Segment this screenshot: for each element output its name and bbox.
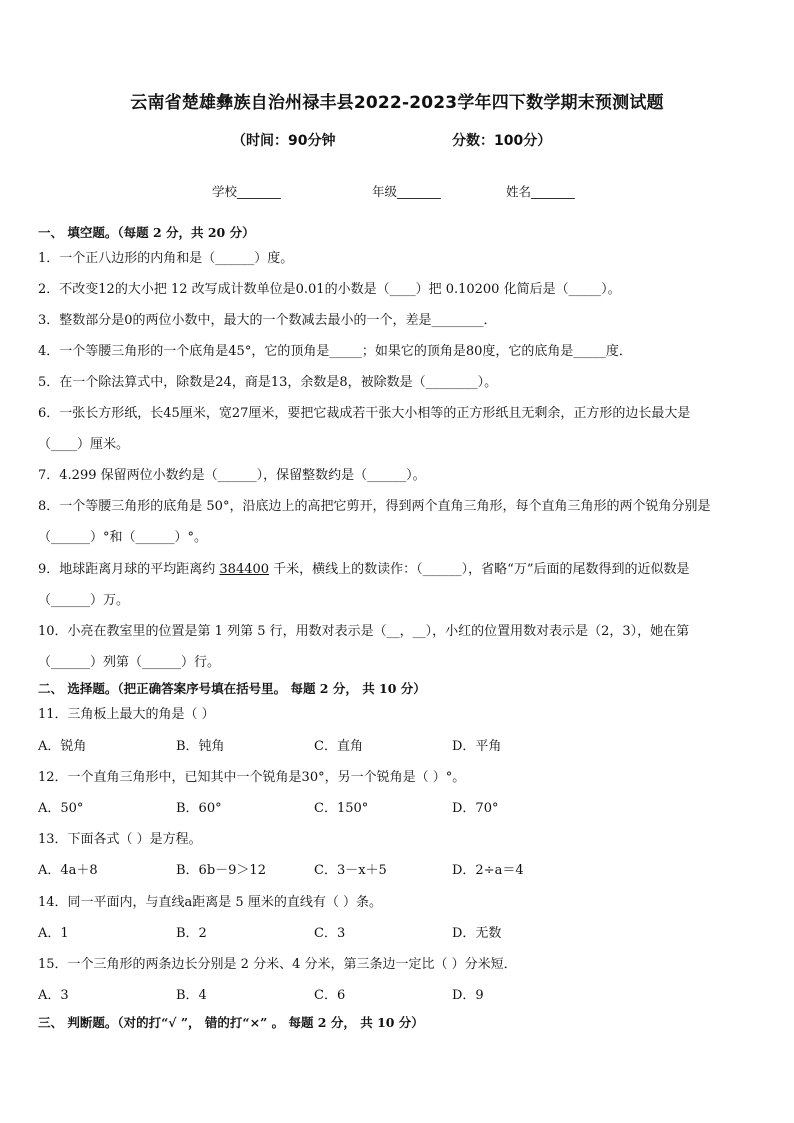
- option-15-c: C．6: [314, 988, 346, 1003]
- option-12-b: B．60°: [176, 801, 222, 816]
- question-6-cont: （____）厘米。: [38, 437, 130, 452]
- question-10: 10．小亮在教室里的位置是第 1 列第 5 行，用数对表示是（__，__），小红的位置用数对表示是（2，3），她在第: [38, 624, 690, 639]
- page-title: 云南省楚雄彝族自治州禄丰县2022-2023学年四下数学期末预测试题: [130, 93, 664, 113]
- option-12-c: C．150°: [314, 801, 369, 816]
- question-3: 3．整数部分是0的两位小数中，最大的一个数减去最小的一个，差是________．: [38, 313, 497, 328]
- exam-time: （时间：90分钟: [232, 133, 336, 149]
- question-11: 11．三角板上最大的角是（ ）: [38, 707, 215, 722]
- exam-meta: [0, 130, 794, 152]
- option-13-c: C．3－x＋5: [314, 863, 387, 878]
- name-field: 姓名_______: [506, 184, 575, 199]
- question-5: 5．在一个除法算式中，除数是24，商是13，余数是8，被除数是（________）。: [38, 375, 498, 390]
- question-2: 2．不改变12的大小把 12 改写成计数单位是0.01的小数是（____）把 0.10200 化简后是（_____）。: [38, 282, 621, 297]
- option-13-d: D．2÷a＝4: [452, 863, 524, 878]
- option-13-a: A．4a＋8: [38, 863, 98, 878]
- student-info: [0, 182, 794, 202]
- option-11-a: A．锐角: [38, 739, 87, 754]
- section-heading-fill-in: 一、 填空题。（每题 2 分，共 20 分）: [38, 225, 255, 240]
- option-11-b: B．钝角: [176, 739, 225, 754]
- option-12-a: A．50°: [38, 801, 84, 816]
- underlined-number: 384400: [219, 562, 270, 577]
- question-6: 6．一张长方形纸，长45厘米，宽27厘米，要把它裁成若干张大小相等的正方形纸且无剩余，正方形的边长最大是: [38, 406, 691, 421]
- question-15: 15．一个三角形的两条边长分别是 2 分米、4 分米，第三条边一定比（ ）分米短．: [38, 957, 517, 972]
- question-8: 8．一个等腰三角形的底角是 50°，沿底边上的高把它剪开，得到两个直角三角形，每个直角三角形的两个锐角分别是: [38, 499, 711, 514]
- question-4: 4．一个等腰三角形的一个底角是45°，它的顶角是_____；如果它的顶角是80度，它的底角是_____度．: [38, 344, 632, 359]
- question-8-cont: （______）°和（______）°。: [38, 530, 208, 545]
- option-13-b: B．6b－9＞12: [176, 863, 266, 878]
- option-15-d: D．9: [452, 988, 484, 1003]
- question-12: 12．一个直角三角形中，已知其中一个锐角是30°，另一个锐角是（ ）°。: [38, 770, 466, 785]
- question-14: 14．同一平面内，与直线a距离是 5 厘米的直线有（ ）条。: [38, 895, 382, 910]
- question-13: 13．下面各式（ ）是方程。: [38, 832, 202, 847]
- option-15-a: A．3: [38, 988, 69, 1003]
- option-11-c: C．直角: [314, 739, 363, 754]
- question-9: 9．地球距离月球的平均距离约 384400 千米，横线上的数读作：（______），省略“万”后面的尾数得到的近似数是: [38, 562, 690, 577]
- option-12-d: D．70°: [452, 801, 499, 816]
- question-1: 1．一个正八边形的内角和是（______）度。: [38, 251, 294, 266]
- section-heading-choice: 二、 选择题。（把正确答案序号填在括号里。 每题 2 分， 共 10 分）: [38, 681, 426, 696]
- option-15-b: B．4: [176, 988, 207, 1003]
- section-heading-judge: 三、 判断题。（对的打“√ ”， 错的打“×” 。 每题 2 分， 共 10 分）: [38, 1015, 424, 1030]
- option-14-b: B．2: [176, 926, 207, 941]
- option-14-a: A．1: [38, 926, 69, 941]
- exam-score: 分数：100分）: [452, 133, 552, 149]
- option-11-d: D．平角: [452, 739, 502, 754]
- question-9-cont: （______）万。: [38, 593, 130, 608]
- option-14-d: D．无数: [452, 926, 502, 941]
- question-10-cont: （______）列第（______）行。: [38, 655, 221, 670]
- school-field: 学校_______: [212, 184, 281, 199]
- question-7: 7．4.299 保留两位小数约是（______），保留整数约是（______）。: [38, 468, 426, 483]
- grade-field: 年级_______: [372, 184, 441, 199]
- option-14-c: C．3: [314, 926, 346, 941]
